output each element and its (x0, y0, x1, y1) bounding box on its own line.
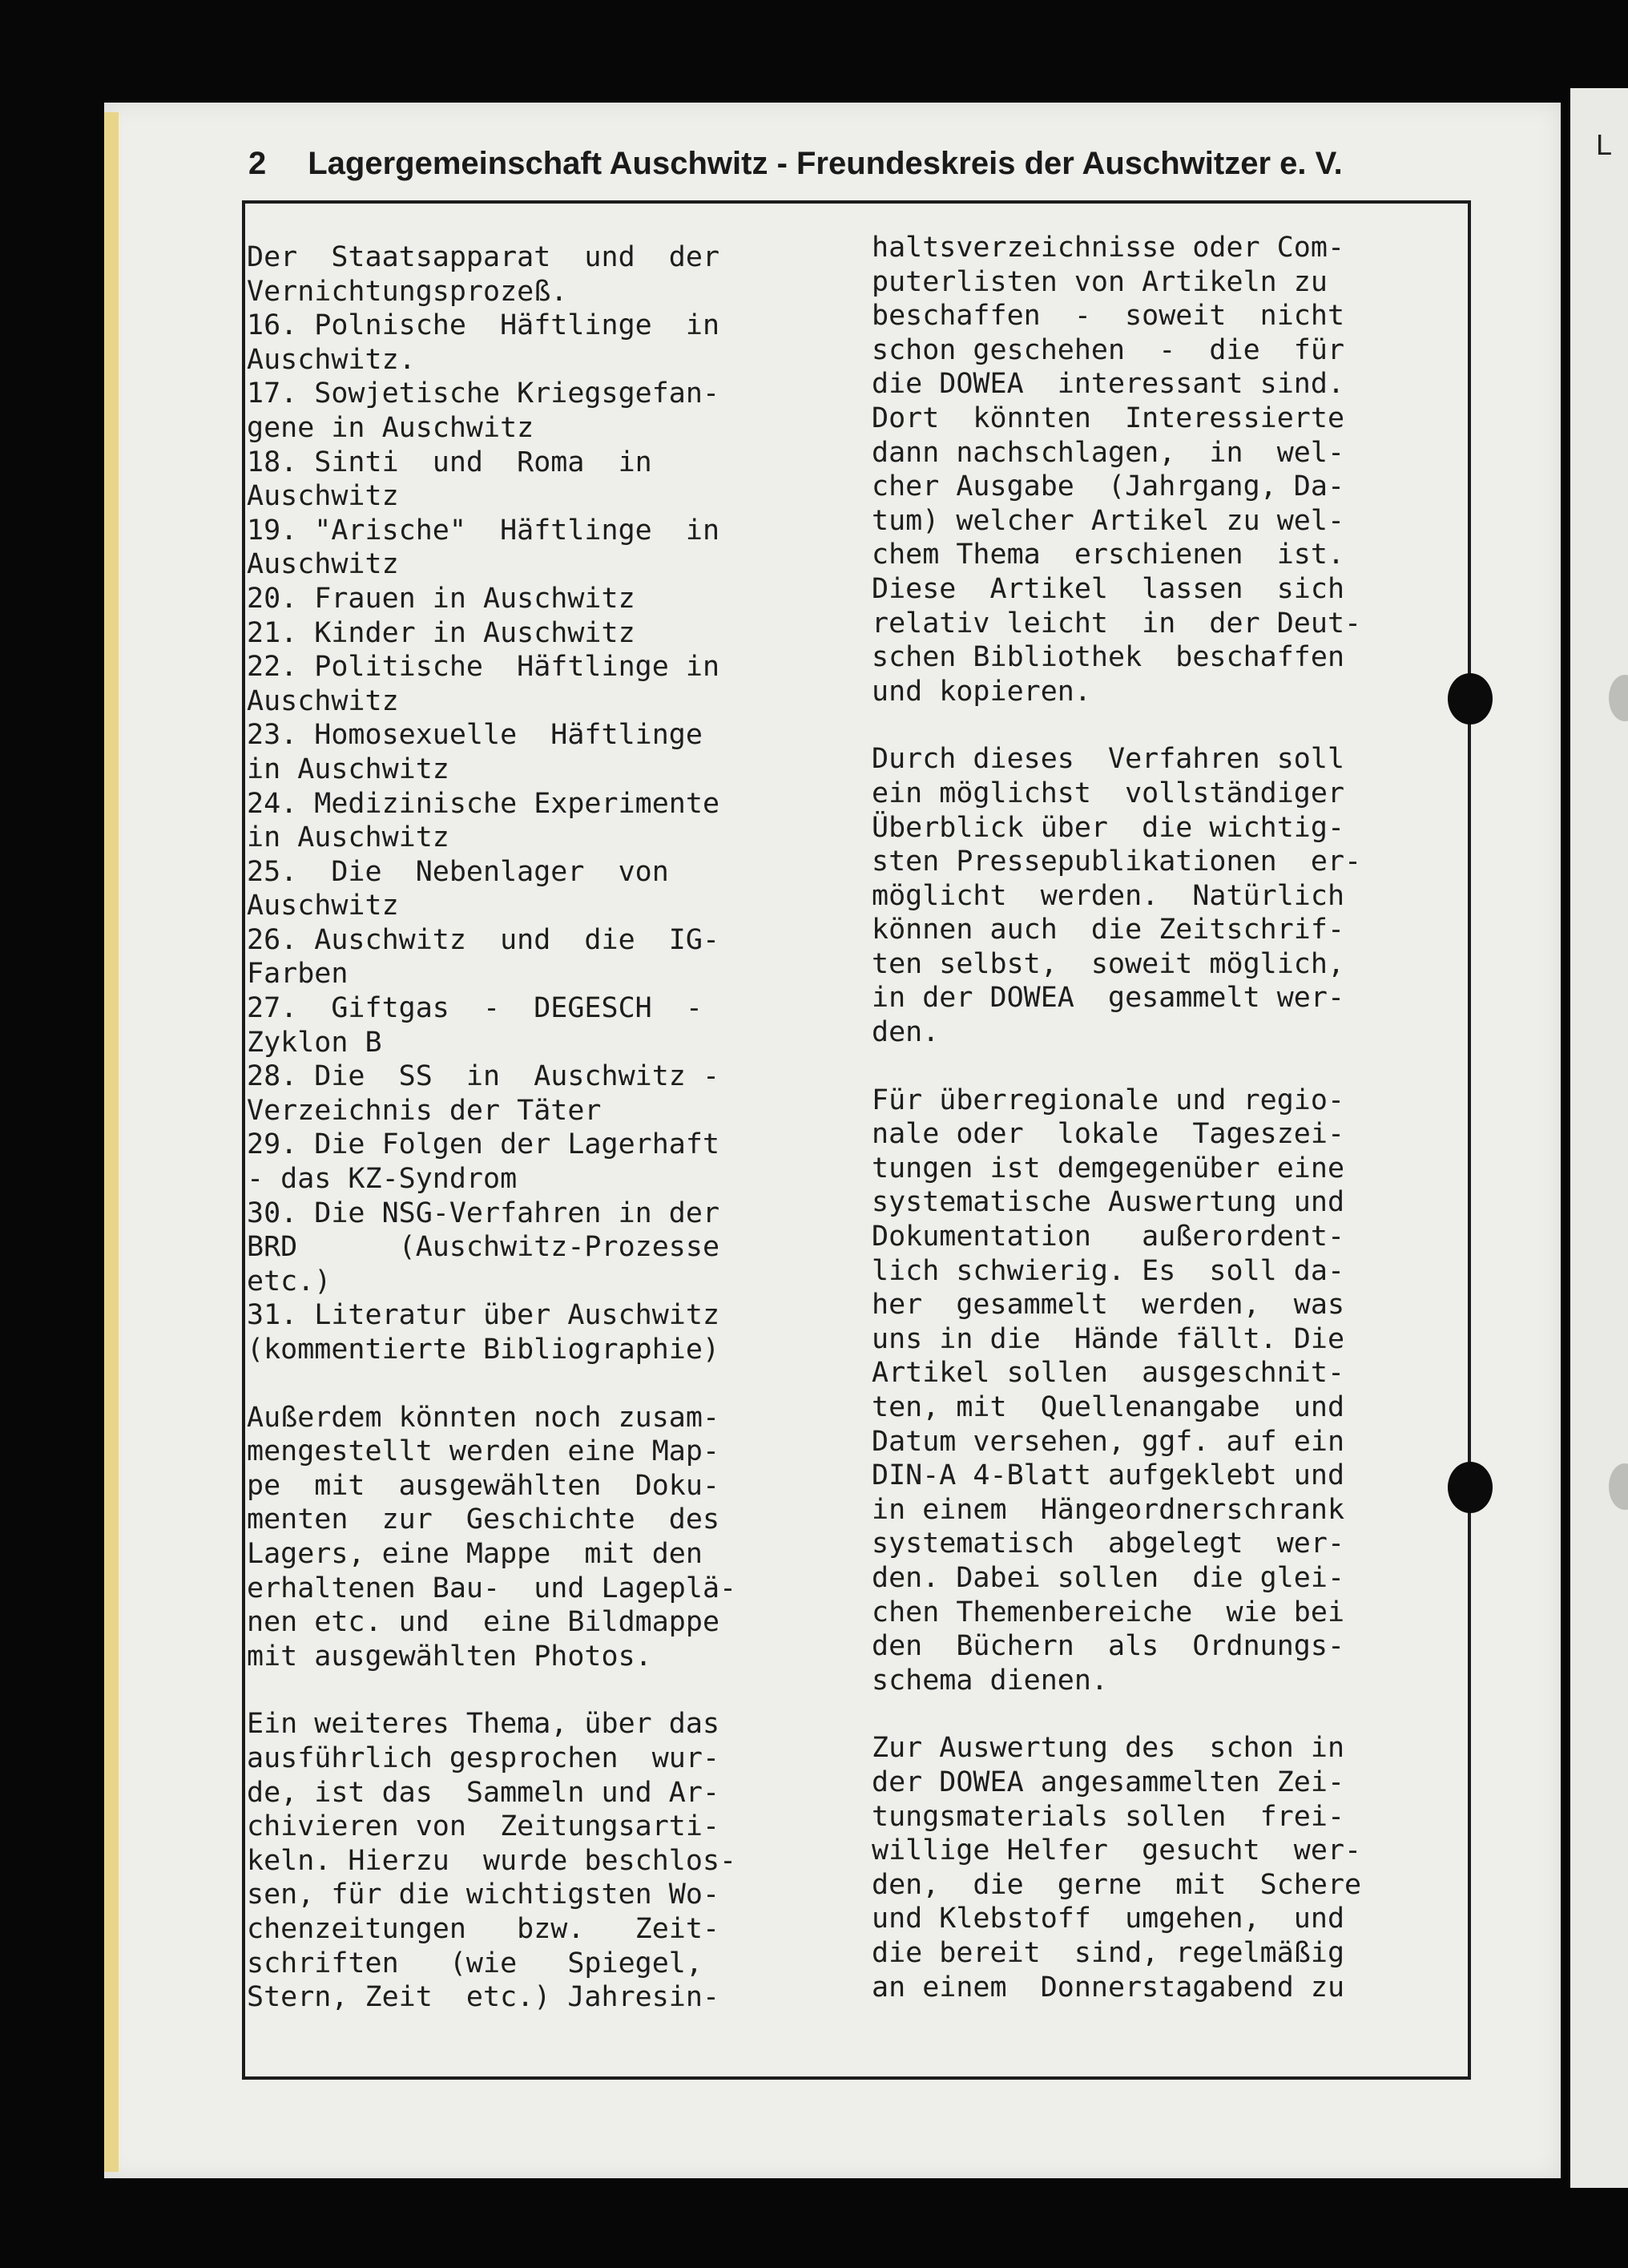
text-line: mengestellt werden eine Map- (247, 1435, 720, 1468)
text-line: 29. Die Folgen der Lagerhaft (247, 1128, 720, 1161)
text-line: etc.) (247, 1265, 332, 1297)
text-line: den Büchern als Ordnungs- (872, 1630, 1345, 1663)
text-line: und Klebstoff umgehen, und (872, 1903, 1345, 1935)
text-line: mit ausgewählten Photos. (247, 1640, 652, 1673)
left-column (247, 240, 824, 2015)
text-line: willige Helfer gesucht wer- (872, 1834, 1362, 1867)
text-line: der DOWEA angesammelten Zei- (872, 1766, 1345, 1798)
text-line: 17. Sowjetische Kriegsgefan- (247, 377, 720, 410)
text-line: 25. Die Nebenlager von (247, 855, 669, 888)
text-line: nale oder lokale Tageszei- (872, 1118, 1345, 1151)
page-number: 2 (248, 146, 267, 181)
text-line: möglicht werden. Natürlich (872, 879, 1345, 912)
punch-hole-bottom (1448, 1462, 1493, 1513)
text-line: Für überregionale und regio- (872, 1084, 1345, 1116)
text-line: ein möglichst vollständiger (872, 777, 1345, 809)
paragraph-gap (872, 1050, 1453, 1084)
text-line: Vernichtungsprozeß. (247, 275, 568, 308)
paragraph-gap (872, 708, 1453, 742)
text-line: chenzeitungen bzw. Zeit- (247, 1912, 720, 1945)
text-line: DIN-A 4-Blatt aufgeklebt und (872, 1459, 1345, 1492)
text-line: Dort könnten Interessierte (872, 402, 1345, 434)
text-line: Lagers, eine Mappe mit den (247, 1537, 703, 1570)
text-line: Verzeichnis der Täter (247, 1094, 602, 1127)
text-line: Auschwitz (247, 548, 399, 581)
text-line: Auschwitz (247, 480, 399, 513)
text-line: Dokumentation außerordent- (872, 1221, 1345, 1253)
text-line: tungsmaterials sollen frei- (872, 1800, 1345, 1833)
text-line: Auschwitz (247, 684, 399, 717)
text-line: Überblick über die wichtig- (872, 811, 1345, 844)
text-line: den, die gerne mit Schere (872, 1868, 1362, 1901)
text-line: schen Bibliothek beschaffen (872, 641, 1345, 674)
right-column (872, 231, 1453, 2004)
text-line: BRD (Auschwitz-Prozesse (247, 1231, 720, 1264)
header-title: Lagergemeinschaft Auschwitz - Freundeskreis der Auschwitzer e. V. (308, 146, 1343, 181)
text-line: 28. Die SS in Auschwitz - (247, 1060, 720, 1093)
adjacent-page-letter: L (1596, 128, 1613, 161)
text-line: 24. Medizinische Experimente (247, 787, 720, 820)
text-line: können auch die Zeitschrif- (872, 914, 1345, 946)
page-edge (104, 112, 119, 2172)
text-line: ausführlich gesprochen wur- (247, 1741, 720, 1774)
text-line: Außerdem könnten noch zusam- (247, 1401, 720, 1434)
page-header (248, 146, 1343, 182)
text-line: die bereit sind, regelmäßig (872, 1936, 1345, 1969)
text-line: die DOWEA interessant sind. (872, 368, 1345, 401)
text-line: 20. Frauen in Auschwitz (247, 582, 635, 615)
text-line: Datum versehen, ggf. auf ein (872, 1425, 1345, 1458)
text-line: und kopieren. (872, 675, 1091, 708)
text-line: Auschwitz. (247, 343, 416, 376)
text-line: Zur Auswertung des schon in (872, 1732, 1345, 1765)
text-line: puterlisten von Artikeln zu (872, 265, 1328, 298)
text-line: sten Pressepublikationen er- (872, 845, 1362, 878)
text-line: 19. "Arische" Häftlinge in (247, 514, 720, 547)
text-line: tum) welcher Artikel zu wel- (872, 504, 1345, 537)
text-line: 22. Politische Häftlinge in (247, 651, 720, 684)
text-line: (kommentierte Bibliographie) (247, 1334, 720, 1366)
text-line: Diese Artikel lassen sich (872, 572, 1345, 605)
text-line: gene in Auschwitz (247, 411, 534, 444)
text-line: schema dienen. (872, 1664, 1109, 1697)
text-line: erhaltenen Bau- und Lageplä- (247, 1572, 737, 1604)
text-line: Ein weiteres Thema, über das (247, 1708, 720, 1741)
text-line: ten, mit Quellenangabe und (872, 1391, 1345, 1423)
text-line: Artikel sollen ausgeschnit- (872, 1357, 1345, 1390)
text-line: de, ist das Sammeln und Ar- (247, 1776, 720, 1809)
text-line: Zyklon B (247, 1026, 382, 1059)
text-line: nen etc. und eine Bildmappe (247, 1606, 720, 1639)
text-line: chivieren von Zeitungsarti- (247, 1810, 720, 1843)
text-line: Auschwitz (247, 890, 399, 922)
text-line: uns in die Hände fällt. Die (872, 1322, 1345, 1355)
text-line: ten selbst, soweit möglich, (872, 947, 1345, 980)
text-line: 30. Die NSG-Verfahren in der (247, 1197, 720, 1229)
text-line: menten zur Geschichte des (247, 1503, 720, 1536)
text-line: den. Dabei sollen die glei- (872, 1561, 1345, 1594)
paragraph-gap (247, 1367, 824, 1401)
punch-hole-top (1448, 673, 1493, 724)
text-line: in einem Hängeordnerschrank (872, 1493, 1345, 1526)
text-line: dann nachschlagen, in wel- (872, 436, 1345, 469)
text-line: chem Thema erschienen ist. (872, 539, 1345, 571)
paragraph-gap (247, 1673, 824, 1707)
text-line: 21. Kinder in Auschwitz (247, 616, 635, 649)
text-line: schriften (wie Spiegel, (247, 1947, 703, 1979)
text-line: 16. Polnische Häftlinge in (247, 309, 720, 342)
adjacent-page (1570, 88, 1628, 2188)
text-line: in Auschwitz (247, 821, 449, 854)
text-line: systematisch abgelegt wer- (872, 1527, 1345, 1560)
text-line: Durch dieses Verfahren soll (872, 743, 1345, 776)
text-line: 23. Homosexuelle Häftlinge (247, 719, 703, 752)
text-line: den. (872, 1016, 940, 1049)
text-line: Stern, Zeit etc.) Jahresin- (247, 1981, 720, 2014)
text-line: schon geschehen - die für (872, 333, 1345, 366)
text-line: cher Ausgabe (Jahrgang, Da- (872, 470, 1345, 503)
text-line: beschaffen - soweit nicht (872, 300, 1345, 333)
text-line: 31. Literatur über Auschwitz (247, 1299, 720, 1332)
text-line: an einem Donnerstagabend zu (872, 1971, 1345, 2004)
text-line: in der DOWEA gesammelt wer- (872, 982, 1345, 1015)
text-line: pe mit ausgewählten Doku- (247, 1469, 720, 1502)
text-line: lich schwierig. Es soll da- (872, 1254, 1345, 1287)
text-line: systematische Auswertung und (872, 1186, 1345, 1219)
text-line: - das KZ-Syndrom (247, 1163, 518, 1196)
text-line: relativ leicht in der Deut- (872, 607, 1362, 640)
text-line: keln. Hierzu wurde beschlos- (247, 1844, 737, 1877)
paragraph-gap (872, 1697, 1453, 1731)
text-line: in Auschwitz (247, 753, 449, 785)
text-line: Farben (247, 958, 349, 991)
text-line: 26. Auschwitz und die IG- (247, 923, 720, 956)
text-line: 27. Giftgas - DEGESCH - (247, 992, 703, 1025)
text-line: chen Themenbereiche wie bei (872, 1596, 1345, 1628)
text-line: 18. Sinti und Roma in (247, 446, 652, 478)
text-line: tungen ist demgegenüber eine (872, 1152, 1345, 1184)
text-line: sen, für die wichtigsten Wo- (247, 1879, 720, 1911)
text-line: her gesammelt werden, was (872, 1289, 1345, 1322)
text-line: haltsverzeichnisse oder Com- (872, 232, 1345, 264)
text-line: Der Staatsapparat und der (247, 241, 720, 273)
